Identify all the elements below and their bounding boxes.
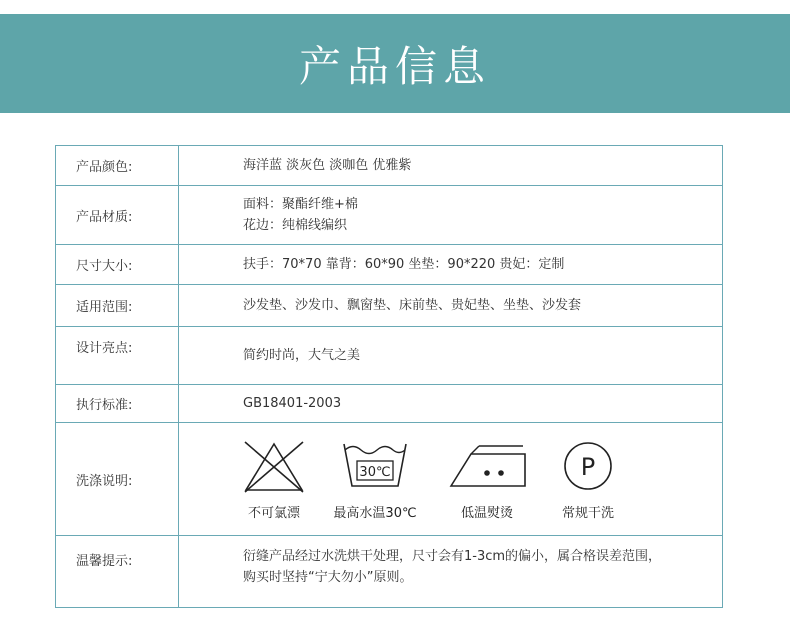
care-icons [229, 432, 722, 527]
row-label: 尺寸大小: [56, 245, 179, 285]
care-caption: 低温熨烫 [460, 505, 513, 521]
row-value-line: 面料：聚酯纤维+棉 [243, 197, 358, 212]
header-banner [0, 14, 790, 113]
care-caption: 最高水温30℃ [333, 505, 417, 521]
row-value-line: GB18401-2003 [243, 396, 342, 411]
row-value [179, 385, 723, 423]
no-bleach-icon [239, 438, 309, 494]
row-value-line: 海洋蓝 淡灰色 淡咖色 优雅紫 [243, 158, 412, 173]
row-value [179, 146, 723, 186]
table-row [56, 536, 723, 608]
row-label [56, 536, 179, 608]
wash-30-icon [340, 438, 410, 494]
row-value [179, 536, 723, 608]
care-item-dry-clean [543, 438, 633, 521]
care-caption: 常规干洗 [561, 505, 614, 521]
row-value [179, 186, 723, 245]
product-info-table [55, 145, 723, 608]
table-row [56, 186, 723, 245]
row-label: 洗涤说明: [56, 423, 179, 536]
row-value-line: 购买时坚持“宁大勿小”原则。 [243, 570, 413, 585]
row-value-line: 花边：纯棉线编织 [243, 218, 348, 233]
row-value [179, 245, 723, 285]
table-row [56, 285, 723, 327]
row-value-line: 扶手：70*70 靠背：60*90 坐垫：90*220 贵妃：定制 [243, 257, 565, 272]
care-item-low-iron [431, 438, 543, 521]
row-label-text: 温馨提示: [76, 554, 133, 569]
low-iron-icon [445, 438, 529, 494]
table-row [56, 385, 723, 423]
row-value-line: 衍缝产品经过水洗烘干处理，尺寸会有1-3cm的偏小，属合格误差范围， [243, 549, 662, 564]
row-label [56, 327, 179, 385]
table-row [56, 146, 723, 186]
row-label: 执行标准: [56, 385, 179, 423]
table-row [56, 327, 723, 385]
row-label-text: 设计亮点: [76, 341, 133, 356]
dry-clean-letter: P [580, 452, 596, 481]
row-value [179, 327, 723, 385]
row-label: 产品材质: [56, 186, 179, 245]
table-row [56, 423, 723, 536]
row-value [179, 285, 723, 327]
wash-temp-label: 30℃ [359, 464, 391, 480]
care-item-wash-30 [319, 438, 431, 521]
care-cell [179, 423, 723, 536]
care-item-no-bleach [229, 438, 319, 521]
row-value-line: 沙发垫、沙发巾、飘窗垫、床前垫、贵妃垫、坐垫、沙发套 [243, 298, 582, 313]
row-value-line: 简约时尚，大气之美 [243, 348, 361, 363]
page-title: 产品信息 [298, 41, 491, 91]
row-label: 适用范围: [56, 285, 179, 327]
row-label: 产品颜色: [56, 146, 179, 186]
table-row [56, 245, 723, 285]
care-caption: 不可氯漂 [247, 505, 300, 521]
dry-clean-p-icon [558, 438, 618, 494]
